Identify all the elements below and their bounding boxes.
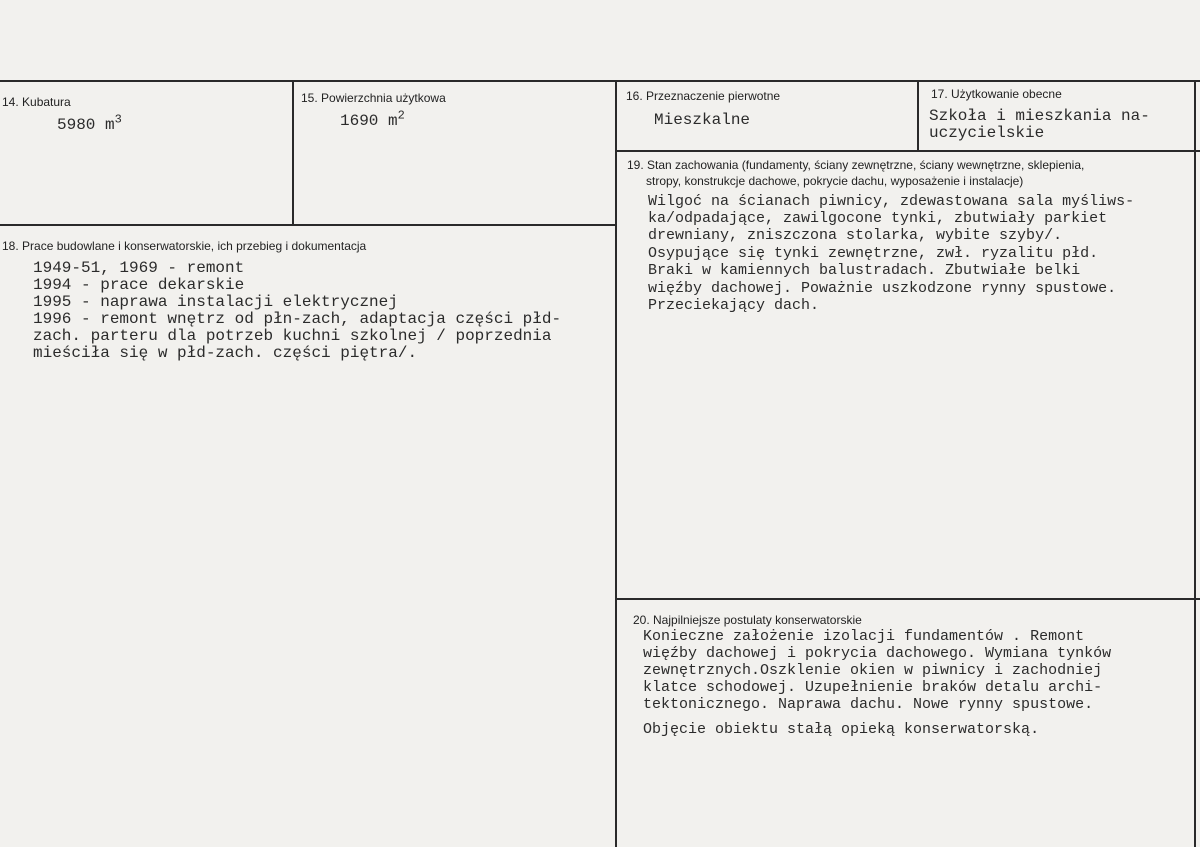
field18-line-4: 1996 - remont wnętrz od płn-zach, adaptacja części płd- (33, 310, 562, 328)
field20-line-2: więźby dachowej i pokrycia dachowego. Wymiana tynków (643, 645, 1112, 662)
field19-line-3: drewniany, zniszczona stolarka, wybite szyby/. (648, 227, 1063, 244)
field19-label-line-1: 19. Stan zachowania (fundamenty, ściany zewnętrzne, ściany wewnętrzne, sklepienia, (627, 158, 1085, 172)
col-divider-main (615, 80, 617, 847)
field19-label-line-2: stropy, konstrukcje dachowe, pokrycie dachu, wyposażenie i instalacje) (646, 174, 1024, 188)
field19-line-7: Przeciekający dach. (648, 297, 820, 314)
field19-line-5: Braki w kamiennych balustradach. Zbutwiałe belki (648, 262, 1081, 279)
field17-line-2: uczycielskie (929, 124, 1045, 142)
field15-unit-exponent: 2 (397, 108, 405, 123)
field18-line-6: mieściła się w płd-zach. części piętra/. (33, 344, 418, 362)
field18-line-2: 1994 - prace dekarskie (33, 276, 245, 294)
section20-divider (617, 598, 1200, 600)
field14-value (57, 112, 122, 134)
field15-label: 15. Powierzchnia użytkowa (301, 91, 446, 105)
field19-line-2: ka/odpadające, zawilgocone tynki, zbutwiały parkiet (648, 210, 1108, 227)
field16-label: 16. Przeznaczenie pierwotne (626, 89, 781, 103)
field18-line-1: 1949-51, 1969 - remont (33, 259, 245, 277)
field15-value-text: 1690 m (340, 112, 398, 130)
col-divider-16-17 (917, 80, 919, 152)
field20-line-5: tektonicznego. Naprawa dachu. Nowe rynny spustowe. (643, 696, 1094, 713)
field20-line-4: klatce schodowej. Uzupełnienie braków detalu archi- (643, 679, 1103, 696)
field20-label: 20. Najpilniejsze postulaty konserwatorskie (633, 613, 862, 627)
field14-unit-exponent: 3 (114, 112, 122, 127)
field18-line-5: zach. parteru dla potrzeb kuchni szkolnej / poprzednia (33, 327, 552, 345)
field14-label: 14. Kubatura (2, 95, 71, 109)
row1-divider-right (617, 150, 1200, 152)
field14-value-text: 5980 m (57, 116, 115, 134)
field19-line-1: Wilgoć na ścianach piwnicy, zdewastowana sala myśliws- (648, 193, 1135, 210)
field19-line-6: więźby dachowej. Poważnie uszkodzone rynny spustowe. (648, 280, 1117, 297)
field17-label: 17. Użytkowanie obecne (931, 87, 1062, 101)
col-divider-14-15 (292, 80, 294, 226)
field18-label: 18. Prace budowlane i konserwatorskie, ich przebieg i dokumentacja (2, 239, 367, 253)
field19-line-4: Osypujące się tynki zewnętrzne, zwł. ryzalitu płd. (648, 245, 1099, 262)
field16-value: Mieszkalne (654, 111, 751, 129)
right-border-line (1194, 80, 1196, 847)
row1-divider-left (0, 224, 617, 226)
top-border-line (0, 80, 1200, 82)
field15-value (340, 108, 405, 130)
field17-line-1: Szkoła i mieszkania na- (929, 107, 1150, 125)
field20-final-line: Objęcie obiektu stałą opieką konserwatorską. (643, 721, 1040, 738)
field18-line-3: 1995 - naprawa instalacji elektrycznej (33, 293, 398, 311)
field20-line-1: Konieczne założenie izolacji fundamentów . Remont (643, 628, 1085, 645)
field20-line-3: zewnętrznych.Oszklenie okien w piwnicy i zachodniej (643, 662, 1103, 679)
